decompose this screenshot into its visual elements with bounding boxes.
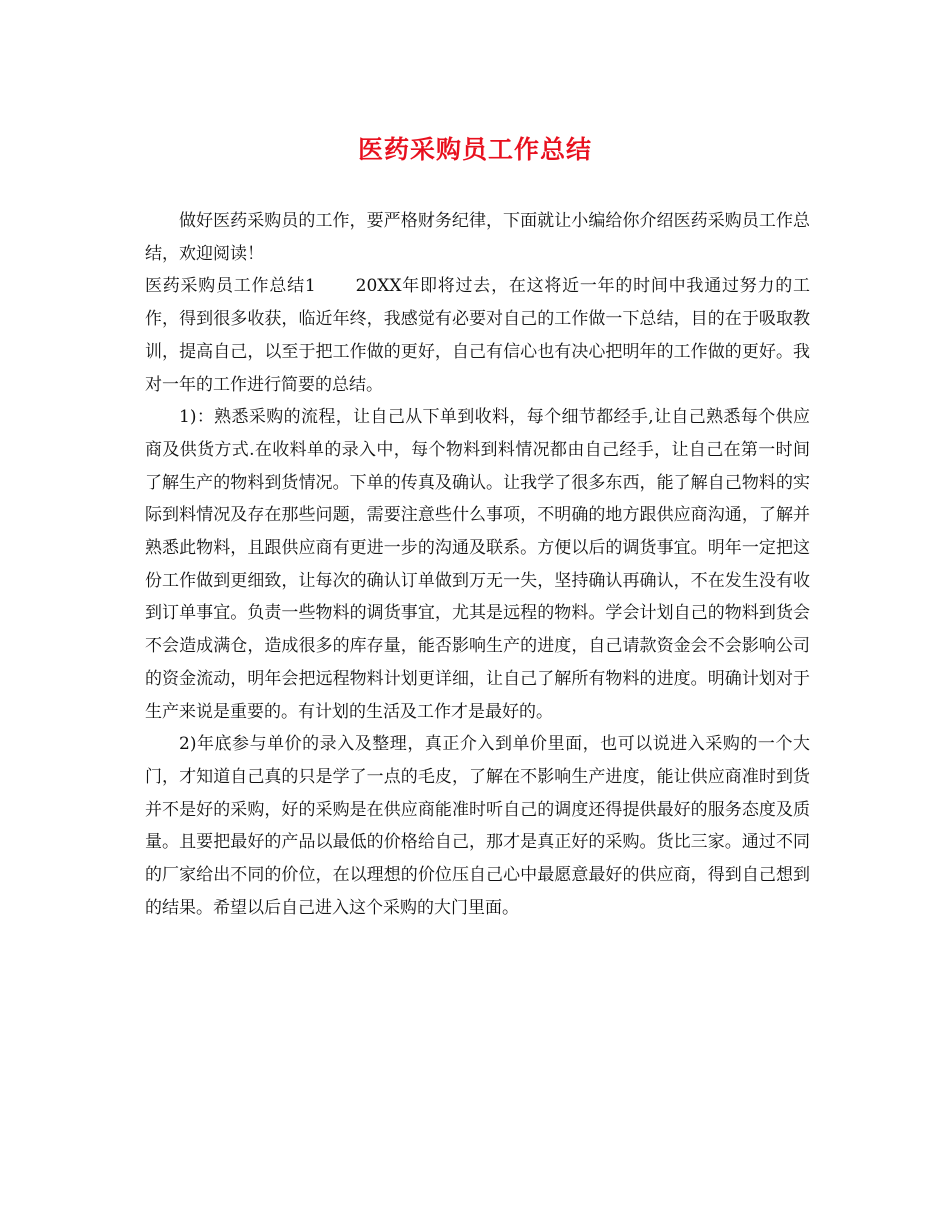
document-title: 医药采购员工作总结 (357, 135, 592, 164)
section-opening: 20XX年即将过去，在这将近一年的时间中我通过努力的工作，得到很多收获，临近年终，我感觉有必要对自己的工作做一下总结，目的在于吸取教训，提高自己，以至于把工作做的更好，自己有信心也有决心把明年的工作做的更好。我对一年的工作进行简要的总结。 (145, 276, 810, 395)
document-body (145, 205, 810, 924)
section-heading: 医药采购员工作总结1 (145, 276, 316, 297)
body-paragraph-1: 1)：熟悉采购的流程，让自己从下单到收料，每个细节都经手,让自己熟悉每个供应商及供货方式.在收料单的录入中，每个物料到料情况都由自己经手，让自己在第一时间了解生产的物料到货情况。下单的传真及确认。让我学了很多东西，能了解自己物料的实际到料情况及存在那些问题，需要注意些什么事项，不明确的地方跟供应商沟通，了解并熟悉此物料，且跟供应商有更进一步的沟通及联系。方便以后的调货事宜。明年一定把这份工作做到更细致，让每次的确认订单做到万无一失，坚持确认再确认，不在发生没有收到订单事宜。负责一些物料的调货事宜，尤其是远程的物料。学会计划自己的物料到货会不会造成满仓，造成很多的库存量，能否影响生产的进度，自己请款资金会不会影响公司的资金流动，明年会把远程物料计划更详细，让自己了解所有物料的进度。明确计划对于生产来说是重要的。有计划的生活及工作才是最好的。 (145, 407, 810, 722)
intro-paragraph: 做好医药采购员的工作，要严格财务纪律，下面就让小编给你介绍医药采购员工作总结，欢迎阅读！ (145, 211, 810, 264)
section-paragraph (145, 270, 810, 401)
body-paragraph-2: 2)年底参与单价的录入及整理，真正介入到单价里面，也可以说进入采购的一个大门，才知道自己真的只是学了一点的毛皮，了解在不影响生产进度，能让供应商准时到货并不是好的采购，好的采购是在供应商能准时听自己的调度还得提供最好的服务态度及质量。且要把最好的产品以最低的价格给自己，那才是真正好的采购。货比三家。通过不同的厂家给出不同的价位，在以理想的价位压自己心中最愿意最好的供应商，得到自己想到的结果。希望以后自己进入这个采购的大门里面。 (145, 734, 810, 918)
